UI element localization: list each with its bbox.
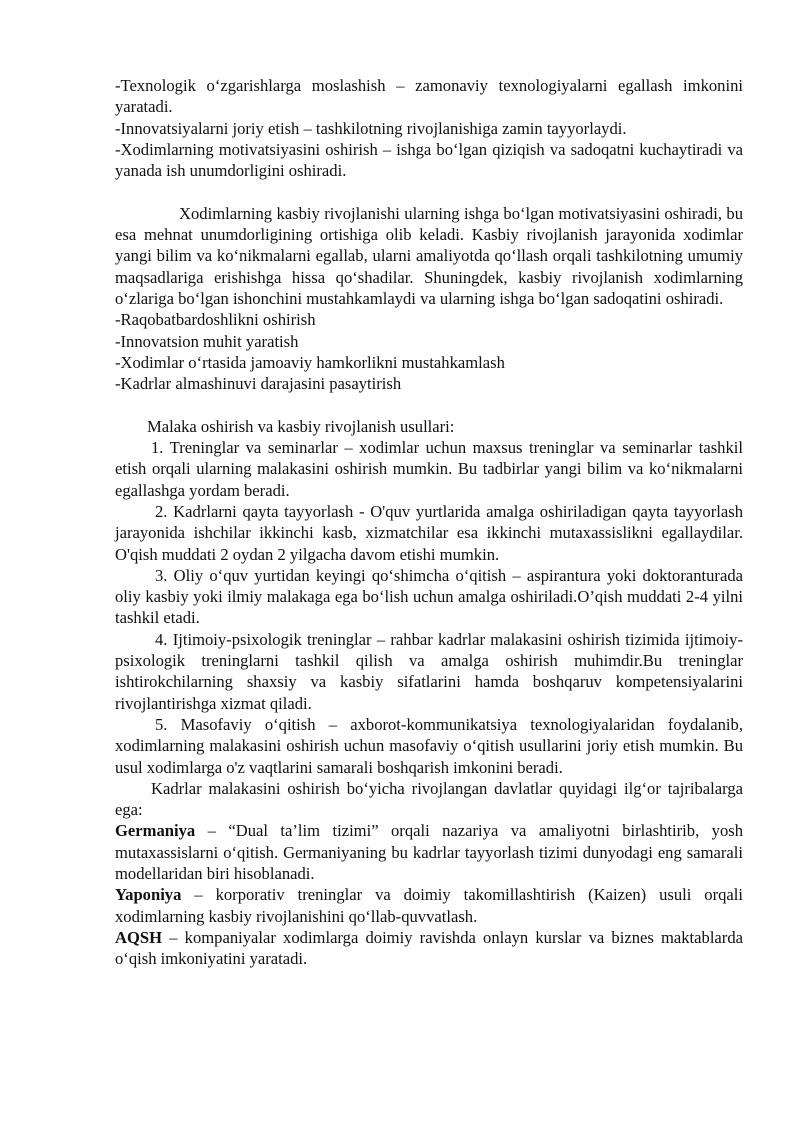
method-item-3: 3. Oliy o‘quv yurtidan keyingi qo‘shimcha o‘qitish – aspirantura yoki doktoranturada oliy kasbiy yoki ilmiy malakaga ega bo‘lish uchun amalga oshiriladi.O’qish muddati 2-4 yilni tashkil etadi. — [115, 565, 743, 628]
bullet-tech-adaptation: -Texnologik o‘zgarishlarga moslashish – zamonaviy texnologiyalarni egallash imkonini yaratadi. — [115, 76, 743, 117]
country-description: – korporativ treninglar va doimiy takomillashtirish (Kaizen) usuli orqali xodimlarning kasbiy rivojlanishini qo‘llab-quvvatlash. — [115, 885, 743, 926]
blank-line — [115, 394, 743, 415]
country-usa — [115, 927, 743, 970]
country-name: Yaponiya — [115, 885, 182, 905]
paragraph-professional-development: Xodimlarning kasbiy rivojlanishi ularning ishga bo‘lgan motivatsiyasini oshiradi, bu esa mehnat unumdorligining ortishiga olib keladi. Kasbiy rivojlanish jarayonida xodimlar yangi bilim va ko‘nikmalarni egallab, ularni amaliyotda qo‘llash orqali tashkilotning umumiy maqsadlariga erishishga hissa qo‘shadilar. Shuningdek, kasbiy rivojlanish xodimlarning o‘zlariga bo‘lgan ishonchini mustahkamlaydi va ularning ishga bo‘lgan sadoqatini oshiradi. — [115, 203, 743, 308]
blank-line — [115, 181, 743, 202]
country-description: – “Dual ta’lim tizimi” orqali nazariya va amaliyotni birlashtirib, yosh mutaxassislarni o‘qitish. Germaniyaning bu kadrlar tayyorlash tizimi dunyodagi eng samarali modellaridan biri hisoblanadi. — [115, 821, 743, 883]
method-item-5: 5. Masofaviy o‘qitish – axborot-kommunikatsiya texnologiyalaridan foydalanib, xodimlarning malakasini oshirish uchun masofaviy o‘qitish usullarini joriy etish mumkin. Bu usul xodimlarga o'z vaqtlarini samarali boshqarish imkonini beradi. — [115, 714, 743, 777]
country-name: Germaniya — [115, 821, 196, 841]
bullet-competitiveness: -Raqobatbardoshlikni oshirish — [115, 310, 316, 330]
country-description: – kompaniyalar xodimlarga doimiy ravishda onlayn kurslar va biznes maktablarda o‘qish imkoniyatini yaratadi. — [115, 927, 743, 969]
method-item-2: 2. Kadrlarni qayta tayyorlash - O'quv yurtlarida amalga oshiriladigan qayta tayyorlash jarayonida ishchilar ikkinchi kasb, xizmatchilar esa ikkinchi mutaxassislikni egallaydilar. O'qish muddati 2 oydan 2 yilgacha davom etishi mumkin. — [115, 501, 743, 564]
page-content — [115, 75, 743, 969]
country-japan — [115, 884, 743, 927]
methods-heading: Malaka oshirish va kasbiy rivojlanish usullari: — [147, 416, 455, 436]
bullet-innovation: -Innovatsiyalarni joriy etish – tashkilotning rivojlanishiga zamin tayyorlaydi. — [115, 118, 627, 138]
bullet-turnover: -Kadrlar almashinuvi darajasini pasaytirish — [115, 374, 402, 394]
bullet-teamwork: -Xodimlar o‘rtasida jamoaviy hamkorlikni mustahkamlash — [115, 352, 505, 372]
method-item-1: 1. Treninglar va seminarlar – xodimlar uchun maxsus treninglar va seminarlar tashkil etish orqali ularning malakasini oshirish mumkin. Bu tadbirlar yangi bilim va ko‘nikmalarni egallashga yordam beradi. — [115, 438, 743, 500]
country-name: AQSH — [115, 927, 163, 947]
countries-intro: Kadrlar malakasini oshirish bo‘yicha rivojlangan davlatlar quyidagi ilg‘or tajribalarga ega: — [115, 778, 743, 820]
bullet-innovative-environment: -Innovatsion muhit yaratish — [115, 331, 299, 351]
country-germany — [115, 820, 743, 884]
method-item-4: 4. Ijtimoiy-psixologik treninglar – rahbar kadrlar malakasini oshirish tizimida ijtimoiy-psixologik treninglarni tashkil qilish va amalga oshirish muhimdir.Bu treninglar ishtirokchilarning shaxsiy va kasbiy sifatlarini hamda boshqaruv kompetensiyalarini rivojlantirishga xizmat qiladi. — [115, 629, 743, 713]
bullet-motivation: -Xodimlarning motivatsiyasini oshirish – ishga bo‘lgan qiziqish va sadoqatni kuchaytiradi va yanada ish unumdorligini oshiradi. — [115, 139, 743, 181]
